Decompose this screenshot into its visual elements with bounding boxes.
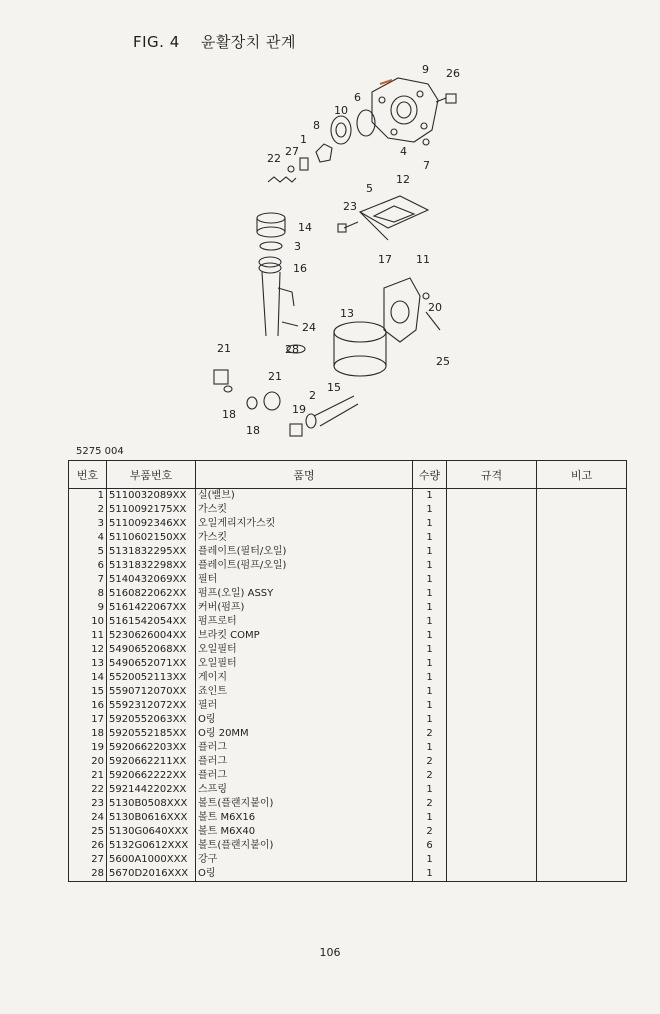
row-qty: 1 — [413, 559, 447, 573]
row-spec — [447, 727, 537, 741]
row-spec — [447, 629, 537, 643]
row-spec — [447, 587, 537, 601]
table-row — [69, 755, 627, 769]
row-no: 23 — [69, 797, 107, 811]
row-spec — [447, 867, 537, 882]
callout-28: 28 — [285, 343, 299, 356]
row-name: 볼트 M6X16 — [196, 811, 413, 825]
row-name: 커버(펌프) — [196, 601, 413, 615]
table-row — [69, 769, 627, 783]
table-row — [69, 489, 627, 504]
table-row — [69, 531, 627, 545]
row-qty: 1 — [413, 699, 447, 713]
table-row — [69, 643, 627, 657]
row-qty: 1 — [413, 643, 447, 657]
row-part-no: 5921442202XX — [107, 783, 196, 797]
row-no: 25 — [69, 825, 107, 839]
row-name: 스프링 — [196, 783, 413, 797]
row-no: 10 — [69, 615, 107, 629]
plug-21-left-drawing — [214, 370, 228, 384]
row-spec — [447, 615, 537, 629]
row-name: 볼트(플랜지붙이) — [196, 839, 413, 853]
row-part-no: 5130B0508XXX — [107, 797, 196, 811]
row-no: 24 — [69, 811, 107, 825]
row-no: 18 — [69, 727, 107, 741]
row-qty: 1 — [413, 531, 447, 545]
row-spec — [447, 755, 537, 769]
callout-15: 15 — [327, 381, 341, 394]
row-part-no: 5600A1000XXX — [107, 853, 196, 867]
pump-rotor-drawing — [331, 116, 351, 144]
row-qty: 1 — [413, 545, 447, 559]
row-name: O링 — [196, 713, 413, 727]
table-row — [69, 587, 627, 601]
row-name: 펌프(오일) ASSY — [196, 587, 413, 601]
row-name: O링 20MM — [196, 727, 413, 741]
row-note — [537, 825, 627, 839]
callout-23: 23 — [343, 200, 357, 213]
row-note — [537, 559, 627, 573]
row-no: 20 — [69, 755, 107, 769]
row-part-no: 5230626004XX — [107, 629, 196, 643]
row-qty: 2 — [413, 825, 447, 839]
row-part-no: 5161422067XX — [107, 601, 196, 615]
joint-gasket-drawing — [306, 414, 316, 428]
plug-20-drawing — [423, 293, 429, 299]
table-row — [69, 839, 627, 853]
row-note — [537, 601, 627, 615]
row-name: 필러 — [196, 699, 413, 713]
callout-21-left: 21 — [217, 342, 231, 355]
header-part-no: 부품번호 — [107, 461, 196, 489]
row-qty: 2 — [413, 755, 447, 769]
table-row — [69, 503, 627, 517]
row-note — [537, 853, 627, 867]
row-note — [537, 573, 627, 587]
row-spec — [447, 783, 537, 797]
steel-ball-drawing — [288, 166, 294, 172]
bolt-24-drawing — [282, 322, 298, 326]
row-note — [537, 517, 627, 531]
row-part-no: 5670D2016XXX — [107, 867, 196, 882]
document-code: 5275 004 — [76, 446, 124, 457]
row-no: 9 — [69, 601, 107, 615]
o-ring-18-center-drawing — [247, 397, 257, 409]
row-no: 3 — [69, 517, 107, 531]
callout-26: 26 — [446, 67, 460, 80]
row-qty: 1 — [413, 489, 447, 504]
row-part-no: 5161542054XX — [107, 615, 196, 629]
table-row — [69, 657, 627, 671]
row-note — [537, 685, 627, 699]
row-part-no: 5131832298XX — [107, 559, 196, 573]
callout-13: 13 — [340, 307, 354, 320]
table-row — [69, 853, 627, 867]
table-row — [69, 867, 627, 882]
row-spec — [447, 503, 537, 517]
callout-16: 16 — [293, 262, 307, 275]
row-qty: 1 — [413, 713, 447, 727]
row-note — [537, 867, 627, 882]
row-part-no: 5920662222XX — [107, 769, 196, 783]
row-spec — [447, 601, 537, 615]
bolt-26-drawing — [436, 94, 456, 103]
row-qty: 1 — [413, 517, 447, 531]
valve-seal-drawing — [300, 158, 308, 170]
row-spec — [447, 699, 537, 713]
table-row — [69, 811, 627, 825]
row-name: 플러그 — [196, 741, 413, 755]
row-qty: 1 — [413, 741, 447, 755]
bolt-25-drawing — [426, 312, 440, 330]
row-name: 게이지 — [196, 671, 413, 685]
callout-11: 11 — [416, 253, 430, 266]
row-name: 볼트(플랜지붙이) — [196, 797, 413, 811]
figure-title: FIG. 4 윤활장치 관계 — [133, 33, 297, 51]
row-spec — [447, 671, 537, 685]
row-part-no: 5160822062XX — [107, 587, 196, 601]
row-part-no: 5132G0612XXX — [107, 839, 196, 853]
row-part-no: 5130B0616XXX — [107, 811, 196, 825]
row-no: 27 — [69, 853, 107, 867]
row-spec — [447, 573, 537, 587]
callout-3: 3 — [294, 240, 301, 253]
row-no: 12 — [69, 643, 107, 657]
exploded-parts-diagram — [0, 0, 660, 440]
row-spec — [447, 559, 537, 573]
row-name: 펌프로터 — [196, 615, 413, 629]
row-spec — [447, 741, 537, 755]
row-name: 볼트 M6X40 — [196, 825, 413, 839]
joint-drawing — [314, 396, 358, 426]
row-part-no: 5592312072XX — [107, 699, 196, 713]
row-spec — [447, 517, 537, 531]
row-no: 7 — [69, 573, 107, 587]
row-spec — [447, 853, 537, 867]
row-name: 오일필터 — [196, 657, 413, 671]
header-note: 비고 — [537, 461, 627, 489]
row-name: 플러그 — [196, 755, 413, 769]
row-name: 강구 — [196, 853, 413, 867]
header-qty: 수량 — [413, 461, 447, 489]
row-qty: 1 — [413, 587, 447, 601]
oil-gauge-drawing — [257, 213, 285, 237]
table-row — [69, 685, 627, 699]
row-part-no: 5490652068XX — [107, 643, 196, 657]
parts-table — [68, 460, 627, 882]
row-note — [537, 727, 627, 741]
row-note — [537, 587, 627, 601]
row-no: 14 — [69, 671, 107, 685]
row-name: 플러그 — [196, 769, 413, 783]
row-note — [537, 615, 627, 629]
row-qty: 6 — [413, 839, 447, 853]
callout-19: 19 — [292, 403, 306, 416]
row-spec — [447, 811, 537, 825]
header-name: 품명 — [196, 461, 413, 489]
row-part-no: 5490652071XX — [107, 657, 196, 671]
row-no: 8 — [69, 587, 107, 601]
row-spec — [447, 769, 537, 783]
row-spec — [447, 657, 537, 671]
row-qty: 1 — [413, 853, 447, 867]
row-no: 17 — [69, 713, 107, 727]
row-no: 15 — [69, 685, 107, 699]
row-no: 22 — [69, 783, 107, 797]
page-number: 106 — [319, 946, 341, 959]
row-qty: 1 — [413, 671, 447, 685]
callout-4: 4 — [400, 145, 407, 158]
row-spec — [447, 545, 537, 559]
row-name: 필터 — [196, 573, 413, 587]
row-qty: 1 — [413, 685, 447, 699]
row-spec — [447, 531, 537, 545]
row-no: 1 — [69, 489, 107, 504]
row-no: 5 — [69, 545, 107, 559]
row-qty: 1 — [413, 615, 447, 629]
row-note — [537, 797, 627, 811]
table-row — [69, 573, 627, 587]
table-row — [69, 783, 627, 797]
callout-8: 8 — [313, 119, 320, 132]
table-row — [69, 713, 627, 727]
row-no: 26 — [69, 839, 107, 853]
row-note — [537, 629, 627, 643]
row-no: 11 — [69, 629, 107, 643]
callout-18-center: 18 — [246, 424, 260, 437]
row-name: 실(밸브) — [196, 489, 413, 504]
row-note — [537, 811, 627, 825]
callout-10: 10 — [334, 104, 348, 117]
row-note — [537, 489, 627, 504]
row-no: 2 — [69, 503, 107, 517]
callout-2: 2 — [309, 389, 316, 402]
o-ring-18-left-drawing — [224, 386, 232, 392]
callout-14: 14 — [298, 221, 312, 234]
callout-22: 22 — [267, 152, 281, 165]
row-note — [537, 657, 627, 671]
table-row — [69, 545, 627, 559]
row-spec — [447, 643, 537, 657]
row-qty: 1 — [413, 783, 447, 797]
row-note — [537, 839, 627, 853]
plug-19-drawing — [290, 424, 302, 436]
row-name: 플레이트(필터/오일) — [196, 545, 413, 559]
row-no: 16 — [69, 699, 107, 713]
pump-gear-drawing — [316, 144, 332, 162]
row-spec — [447, 713, 537, 727]
table-row — [69, 699, 627, 713]
row-note — [537, 741, 627, 755]
table-header-row — [69, 461, 627, 489]
row-qty: 1 — [413, 629, 447, 643]
table-row — [69, 741, 627, 755]
callout-9: 9 — [422, 63, 429, 76]
row-part-no: 5920662203XX — [107, 741, 196, 755]
row-name: 가스킷 — [196, 503, 413, 517]
row-note — [537, 769, 627, 783]
callout-7: 7 — [423, 159, 430, 172]
row-name: 오일게리지가스킷 — [196, 517, 413, 531]
row-name: O링 — [196, 867, 413, 882]
callout-12: 12 — [396, 173, 410, 186]
header-spec: 규격 — [447, 461, 537, 489]
row-part-no: 5920552063XX — [107, 713, 196, 727]
row-no: 19 — [69, 741, 107, 755]
row-note — [537, 503, 627, 517]
row-spec — [447, 797, 537, 811]
callout-25: 25 — [436, 355, 450, 368]
row-part-no: 5110092346XX — [107, 517, 196, 531]
row-note — [537, 713, 627, 727]
row-no: 13 — [69, 657, 107, 671]
row-qty: 2 — [413, 797, 447, 811]
row-note — [537, 783, 627, 797]
callout-5: 5 — [366, 182, 373, 195]
row-part-no: 5920662211XX — [107, 755, 196, 769]
row-no: 6 — [69, 559, 107, 573]
row-spec — [447, 685, 537, 699]
callout-21-center: 21 — [268, 370, 282, 383]
callout-24: 24 — [302, 321, 316, 334]
row-part-no: 5920552185XX — [107, 727, 196, 741]
row-note — [537, 531, 627, 545]
row-qty: 2 — [413, 769, 447, 783]
row-note — [537, 643, 627, 657]
row-part-no: 5520052113XX — [107, 671, 196, 685]
filter-drawing — [423, 139, 429, 145]
row-name: 죠인트 — [196, 685, 413, 699]
row-part-no: 5130G0640XXX — [107, 825, 196, 839]
row-note — [537, 699, 627, 713]
row-qty: 1 — [413, 867, 447, 882]
pump-cover-drawing — [372, 78, 438, 142]
table-row — [69, 825, 627, 839]
oil-filter-cartridge-drawing — [334, 322, 386, 376]
row-part-no: 5590712070XX — [107, 685, 196, 699]
row-name: 가스킷 — [196, 531, 413, 545]
row-part-no: 5110602150XX — [107, 531, 196, 545]
row-qty: 1 — [413, 811, 447, 825]
row-part-no: 5110092175XX — [107, 503, 196, 517]
spring-drawing — [268, 177, 296, 182]
callout-1: 1 — [300, 133, 307, 146]
table-row — [69, 629, 627, 643]
callout-18-left: 18 — [222, 408, 236, 421]
parts-table-body — [69, 489, 627, 882]
table-row — [69, 615, 627, 629]
row-part-no: 5110032089XX — [107, 489, 196, 504]
header-no: 번호 — [69, 461, 107, 489]
row-qty: 1 — [413, 657, 447, 671]
table-row — [69, 797, 627, 811]
table-row — [69, 727, 627, 741]
row-no: 4 — [69, 531, 107, 545]
table-row — [69, 559, 627, 573]
table-row — [69, 517, 627, 531]
table-row — [69, 601, 627, 615]
callout-6: 6 — [354, 91, 361, 104]
row-spec — [447, 489, 537, 504]
row-name: 오일필터 — [196, 643, 413, 657]
row-name: 플레이트(펌프/오일) — [196, 559, 413, 573]
callout-labels — [217, 63, 460, 437]
row-qty: 1 — [413, 573, 447, 587]
filter-plate-drawing — [360, 196, 428, 240]
row-note — [537, 671, 627, 685]
callout-20: 20 — [428, 301, 442, 314]
table-row — [69, 671, 627, 685]
callout-27: 27 — [285, 145, 299, 158]
row-qty: 1 — [413, 503, 447, 517]
row-part-no: 5140432069XX — [107, 573, 196, 587]
gauge-gasket-drawing — [260, 242, 282, 250]
plug-21-center-drawing — [264, 392, 280, 410]
row-qty: 2 — [413, 727, 447, 741]
row-no: 28 — [69, 867, 107, 882]
row-qty: 1 — [413, 601, 447, 615]
row-note — [537, 545, 627, 559]
row-note — [537, 755, 627, 769]
row-no: 21 — [69, 769, 107, 783]
row-part-no: 5131832295XX — [107, 545, 196, 559]
row-spec — [447, 825, 537, 839]
row-spec — [447, 839, 537, 853]
row-name: 브라킷 COMP — [196, 629, 413, 643]
filter-bracket-drawing — [384, 278, 420, 342]
callout-17: 17 — [378, 253, 392, 266]
